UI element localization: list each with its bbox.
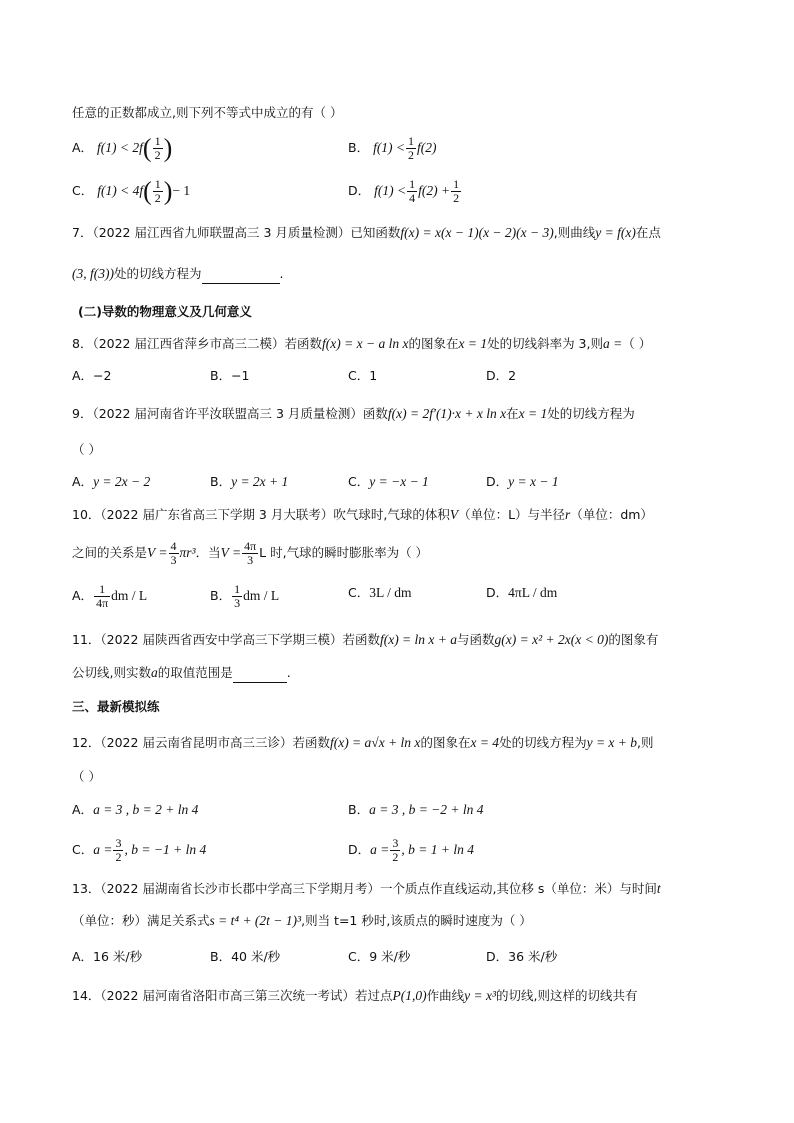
q12-option-d: D．a = $\frac{3}{2}$ , b = 1 + ln 4	[348, 836, 474, 864]
q6-option-b: B． f(1) < $\frac{1}{2}$ f(2)	[348, 134, 437, 162]
q8-stem: 8．（2022 届江西省萍乡市高三二模）若函数f(x) = x − a ln x的图象在x = 1处的切线斜率为 3,则a =（ ）	[72, 336, 652, 351]
q10-option-b: B． $\frac{1}{3}$ dm / L	[210, 582, 280, 610]
q10-line2: 之间的关系是V = $\frac{4}{3}$ πr³．当V = $\frac{4\pi}{3}$ L 时,气球的瞬时膨胀率为（ ）	[72, 539, 429, 567]
q13-option-b: B．40 米/秒	[210, 949, 281, 964]
q6-option-c: C． f(1) < 4f( $\frac{1}{2}$ )− 1	[72, 176, 191, 206]
q13-line2: （单位：秒）满足关系式s = t⁴ + (2t − 1)³,则当 t=1 秒时,该质点的瞬时速度为（ ）	[72, 913, 532, 928]
q6-option-a: A． f(1) < 2f( $\frac{1}{2}$ )	[72, 133, 173, 163]
q8-option-c: C．1	[348, 368, 378, 383]
q10-option-d: D．4πL / dm	[486, 585, 558, 600]
question-intro: 任意的正数都成立,则下列不等式中成立的有（ ）	[72, 105, 343, 120]
q11-line2: 公切线,则实数a的取值范围是 .	[72, 663, 291, 683]
q6-option-d: D． f(1) < $\frac{1}{4}$ f(2) + $\frac{1}{2}$	[348, 177, 460, 205]
answer-blank	[233, 682, 287, 683]
q12-option-c: C．a = $\frac{3}{2}$ , b = −1 + ln 4	[72, 836, 207, 864]
q13-stem: 13．（2022 届湖南省长沙市长郡中学高三下学期月考）一个质点作直线运动,其位移 s（单位：米）与时间t	[72, 881, 661, 896]
q12-option-a: A．a = 3 , b = 2 + ln 4	[72, 802, 199, 817]
q9-option-a: A．y = 2x − 2	[72, 474, 151, 489]
answer-blank	[202, 283, 280, 284]
q9-option-c: C．y = −x − 1	[348, 474, 429, 489]
q8-option-d: D．2	[486, 368, 517, 383]
q11-stem: 11．（2022 届陕西省西安中学高三下学期三模）若函数f(x) = ln x + a与函数g(x) = x² + 2x(x < 0)的图象有	[72, 632, 659, 647]
q10-option-c: C．3L / dm	[348, 585, 412, 600]
q9-stem: 9．（2022 届河南省许平汝联盟高三 3 月质量检测）函数f(x) = 2f′(1)·x + x ln x在x = 1处的切线方程为	[72, 406, 635, 421]
q9-option-d: D．y = x − 1	[486, 474, 559, 489]
q13-option-c: C．9 米/秒	[348, 949, 411, 964]
q8-option-a: A．−2	[72, 368, 112, 383]
q14-stem: 14．（2022 届河南省洛阳市高三第三次统一考试）若过点P(1,0)作曲线y = x³的切线,则这样的切线共有	[72, 988, 638, 1003]
q7-stem: 7．（2022 届江西省九师联盟高三 3 月质量检测）已知函数f(x) = x(x − 1)(x − 2)(x − 3),则曲线y = f(x)在点	[72, 225, 661, 240]
q13-option-a: A．16 米/秒	[72, 949, 143, 964]
q12-stem: 12．（2022 届云南省昆明市高三三诊）若函数f(x) = a√x + ln x的图象在x = 4处的切线方程为y = x + b,则	[72, 735, 654, 750]
section-heading: (二)导数的物理意义及几何意义	[78, 304, 252, 319]
q13-option-d: D．36 米/秒	[486, 949, 558, 964]
q7-line2: (3, f(3))处的切线方程为 .	[72, 264, 283, 284]
section-heading: 三、最新模拟练	[72, 699, 160, 714]
q12-paren: （ ）	[72, 769, 101, 784]
q9-option-b: B．y = 2x + 1	[210, 474, 289, 489]
q9-paren: （ ）	[72, 442, 101, 457]
q10-option-a: A． $\frac{1}{4\pi}$ dm / L	[72, 582, 148, 610]
q12-option-b: B．a = 3 , b = −2 + ln 4	[348, 802, 484, 817]
q10-stem: 10．（2022 届广东省高三下学期 3 月大联考）吹气球时,气球的体积V（单位：L）与半径r（单位：dm）	[72, 507, 653, 522]
q8-option-b: B．−1	[210, 368, 250, 383]
